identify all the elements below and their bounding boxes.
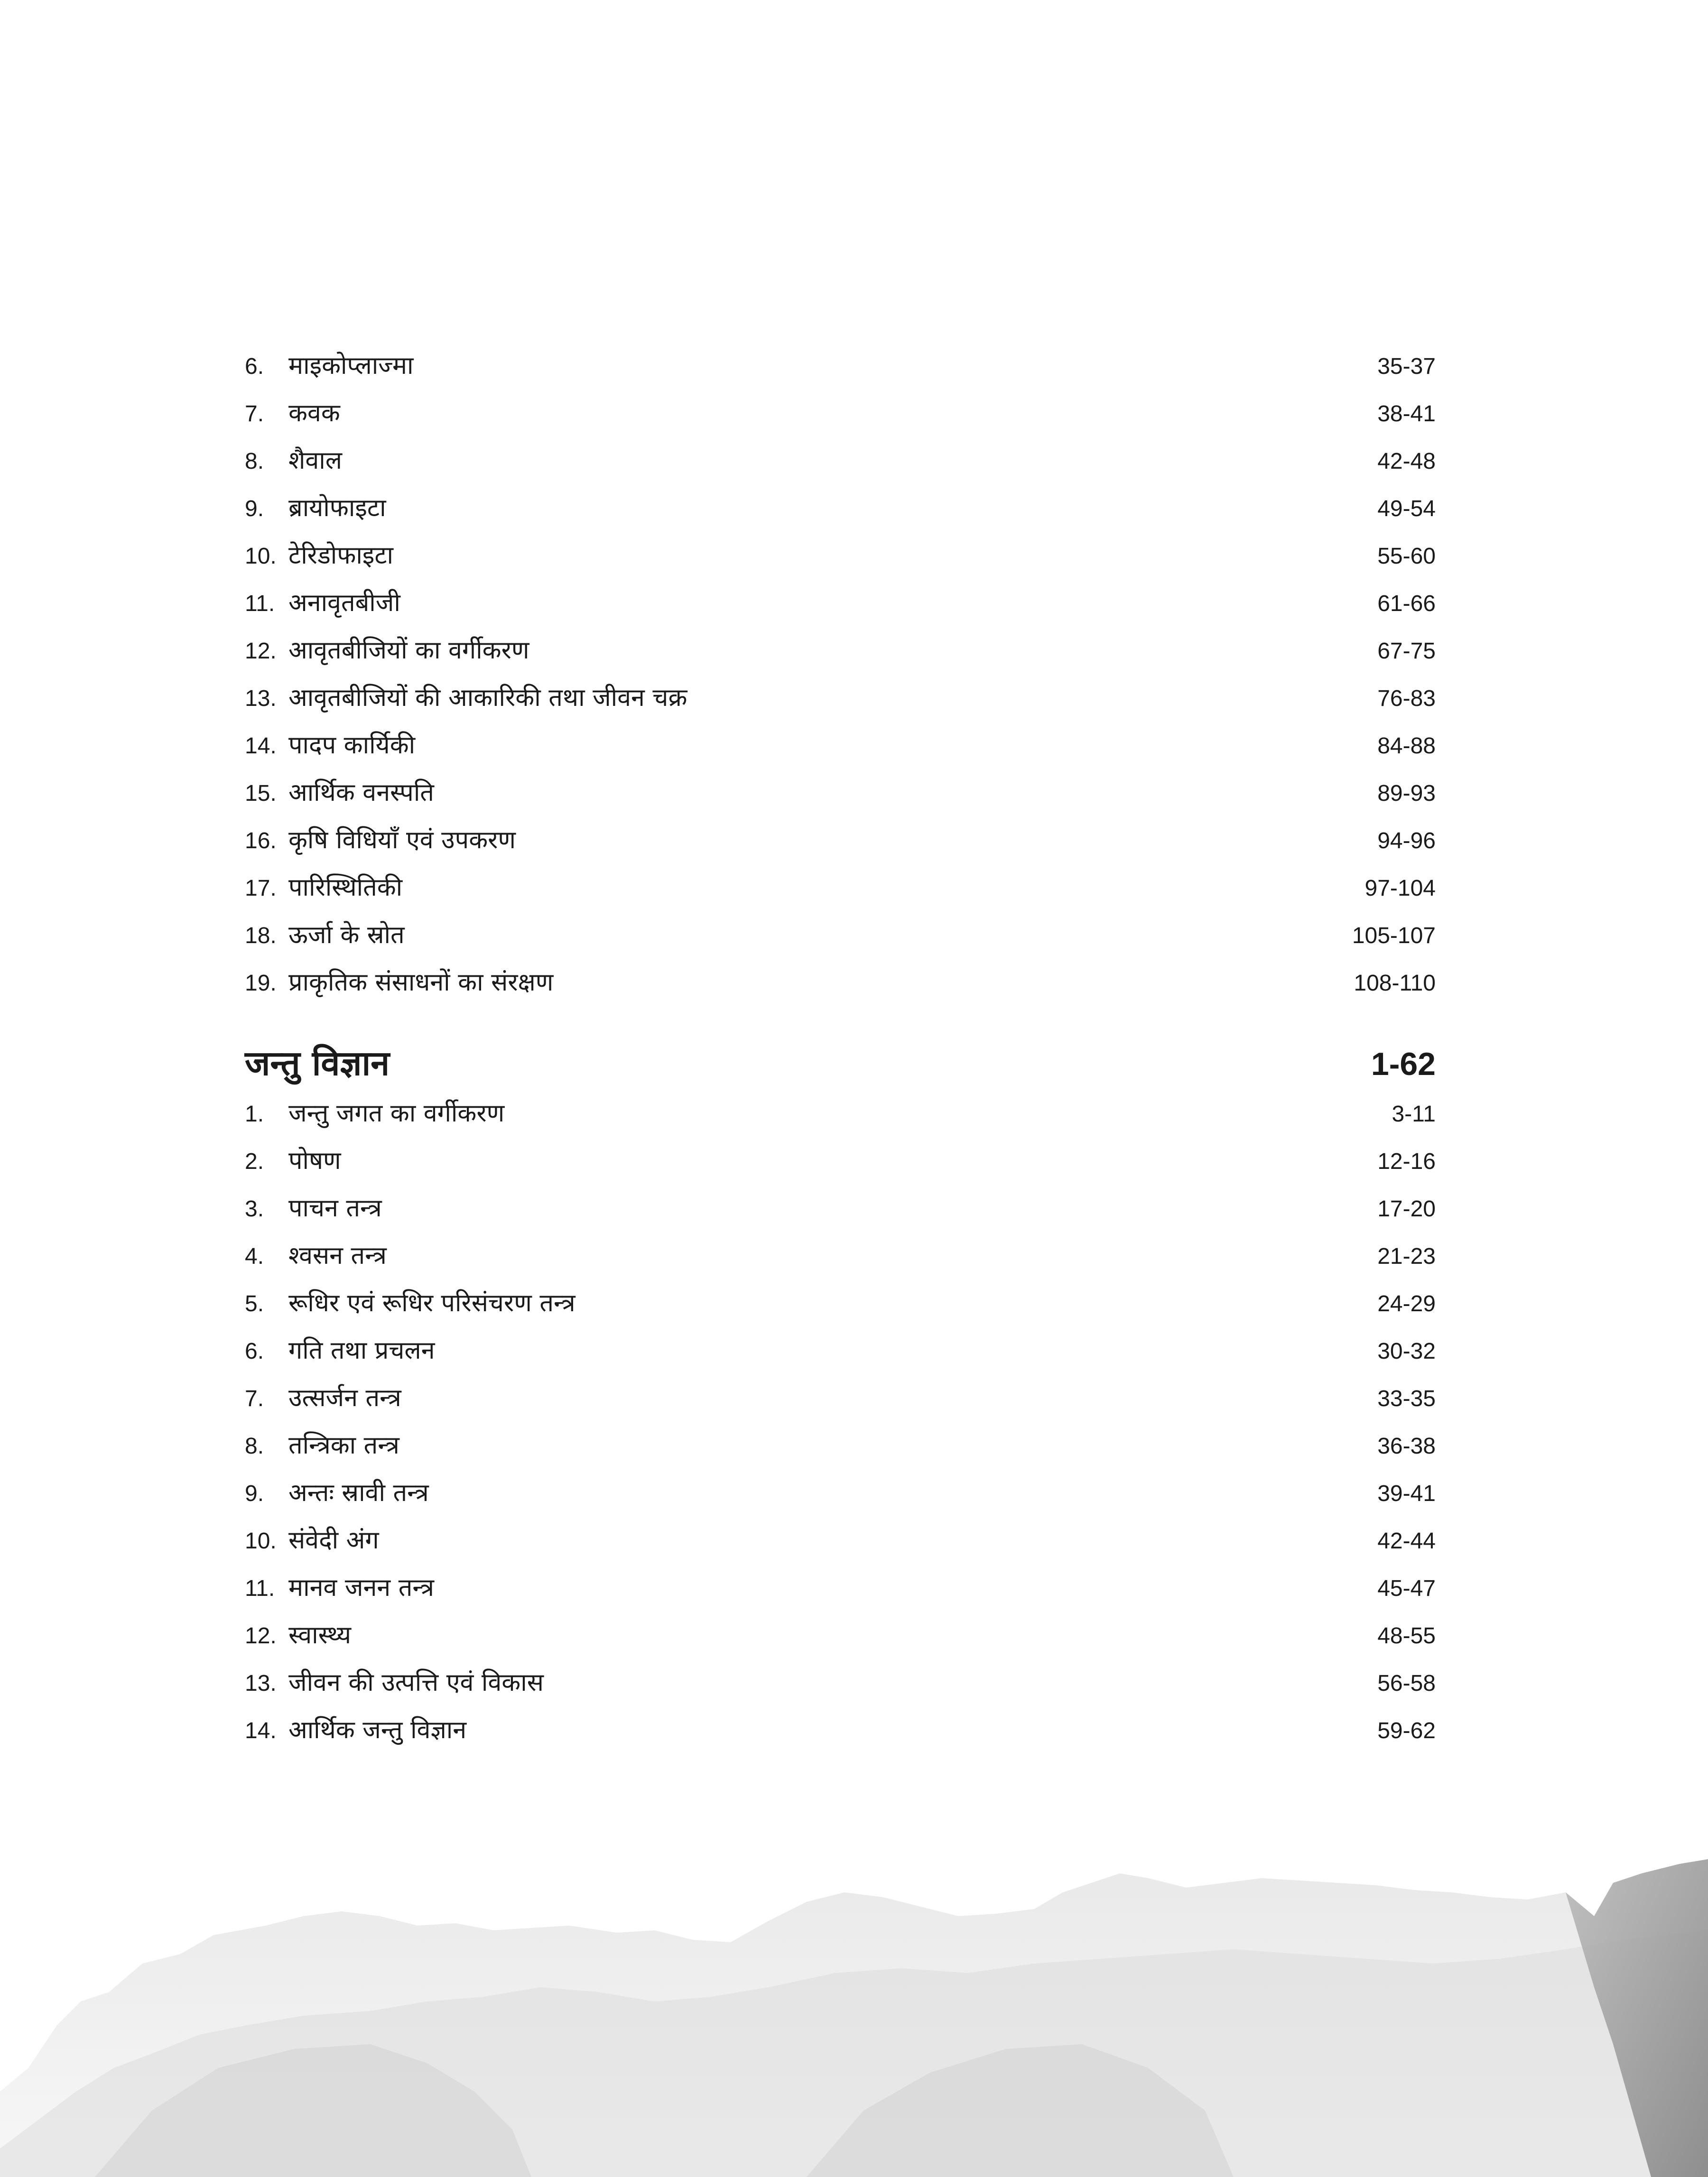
- chapter-page-range: 59-62: [1377, 1718, 1436, 1743]
- zoology-chapter-list: [245, 1090, 1436, 1754]
- toc-entry: [245, 1612, 1436, 1659]
- section-title: जन्तु विज्ञान: [245, 1043, 390, 1083]
- chapter-number: 2.: [245, 1149, 264, 1174]
- chapter-title: कृषि विधियाँ एवं उपकरण: [288, 826, 516, 854]
- table-of-contents: [245, 342, 1436, 1754]
- chapter-page-range: 42-44: [1377, 1529, 1436, 1554]
- chapter-title: आवृतबीजियों की आकारिकी तथा जीवन चक्र: [288, 684, 687, 712]
- chapter-title: कवक: [288, 399, 340, 427]
- chapter-title: पोषण: [288, 1147, 341, 1175]
- toc-entry: [245, 389, 1436, 437]
- chapter-title: अनावृतबीजी: [288, 589, 400, 617]
- chapter-page-range: 33-35: [1377, 1386, 1436, 1411]
- chapter-title: शैवाल: [288, 446, 342, 475]
- toc-entry: [245, 959, 1436, 1006]
- mountain-background-image: [0, 1845, 1708, 2177]
- chapter-page-range: 17-20: [1377, 1196, 1436, 1222]
- chapter-number: 4.: [245, 1244, 264, 1269]
- chapter-title: पादप कार्यिकी: [288, 731, 416, 760]
- chapter-number: 8.: [245, 449, 264, 474]
- chapter-page-range: 89-93: [1377, 781, 1436, 806]
- chapter-title: संवेदी अंग: [288, 1526, 379, 1555]
- chapter-page-range: 94-96: [1377, 828, 1436, 853]
- chapter-number: 11.: [245, 1576, 275, 1601]
- toc-entry: [245, 674, 1436, 722]
- chapter-number: 10.: [245, 1529, 277, 1554]
- toc-entry: [245, 1564, 1436, 1612]
- chapter-page-range: 3-11: [1392, 1102, 1436, 1127]
- chapter-number: 13.: [245, 1671, 277, 1696]
- toc-entry: [245, 342, 1436, 389]
- chapter-page-range: 30-32: [1377, 1339, 1436, 1364]
- toc-entry: [245, 1422, 1436, 1469]
- chapter-title: मानव जनन तन्त्र: [288, 1574, 434, 1602]
- chapter-title: जीवन की उत्पत्ति एवं विकास: [288, 1668, 544, 1697]
- chapter-title: आवृतबीजियों का वर्गीकरण: [288, 636, 529, 665]
- toc-entry: [245, 1327, 1436, 1374]
- chapter-number: 16.: [245, 828, 277, 853]
- chapter-title: पाचन तन्त्र: [288, 1194, 382, 1223]
- toc-entry: [245, 579, 1436, 627]
- chapter-page-range: 42-48: [1377, 449, 1436, 474]
- toc-entry: [245, 722, 1436, 769]
- chapter-page-range: 24-29: [1377, 1291, 1436, 1316]
- chapter-title: प्राकृतिक संसाधनों का संरक्षण: [288, 968, 554, 997]
- chapter-page-range: 84-88: [1377, 733, 1436, 759]
- toc-entry: [245, 1185, 1436, 1232]
- chapter-page-range: 12-16: [1377, 1149, 1436, 1174]
- toc-entry: [245, 1659, 1436, 1706]
- chapter-number: 19.: [245, 971, 277, 996]
- chapter-number: 8.: [245, 1434, 264, 1459]
- toc-entry: [245, 1517, 1436, 1564]
- chapter-number: 7.: [245, 1386, 264, 1411]
- chapter-page-range: 105-107: [1352, 923, 1436, 948]
- chapter-title: तन्त्रिका तन्त्र: [288, 1431, 399, 1460]
- toc-entry: [245, 484, 1436, 532]
- toc-entry: [245, 437, 1436, 484]
- chapter-page-range: 35-37: [1377, 354, 1436, 379]
- chapter-number: 12.: [245, 1623, 277, 1649]
- chapter-number: 15.: [245, 781, 277, 806]
- toc-entry: [245, 1232, 1436, 1279]
- chapter-page-range: 38-41: [1377, 401, 1436, 426]
- chapter-page-range: 39-41: [1377, 1481, 1436, 1506]
- chapter-number: 7.: [245, 401, 264, 426]
- chapter-page-range: 61-66: [1377, 591, 1436, 616]
- chapter-number: 14.: [245, 1718, 277, 1743]
- chapter-page-range: 45-47: [1377, 1576, 1436, 1601]
- section-page-range: 1-62: [1371, 1046, 1436, 1082]
- chapter-number: 18.: [245, 923, 277, 948]
- toc-entry: [245, 1374, 1436, 1422]
- chapter-page-range: 97-104: [1365, 876, 1436, 901]
- chapter-number: 3.: [245, 1196, 264, 1222]
- chapter-title: जन्तु जगत का वर्गीकरण: [288, 1099, 505, 1128]
- chapter-title: माइकोप्लाज्मा: [288, 352, 414, 380]
- toc-entry: [245, 816, 1436, 864]
- chapter-number: 14.: [245, 733, 277, 759]
- chapter-title: आर्थिक जन्तु विज्ञान: [288, 1716, 467, 1744]
- chapter-page-range: 48-55: [1377, 1623, 1436, 1649]
- toc-entry: [245, 911, 1436, 959]
- chapter-number: 11.: [245, 591, 275, 616]
- chapter-number: 6.: [245, 1339, 264, 1364]
- chapter-title: श्वसन तन्त्र: [288, 1241, 387, 1270]
- chapter-title: स्वास्थ्य: [288, 1621, 352, 1649]
- chapter-page-range: 55-60: [1377, 544, 1436, 569]
- chapter-title: टेरिडोफाइटा: [288, 541, 394, 570]
- chapter-number: 12.: [245, 639, 277, 664]
- chapter-page-range: 49-54: [1377, 496, 1436, 521]
- botany-chapter-list: [245, 342, 1436, 1006]
- toc-entry: [245, 1469, 1436, 1517]
- chapter-title: गति तथा प्रचलन: [288, 1336, 435, 1365]
- toc-entry: [245, 864, 1436, 911]
- chapter-number: 10.: [245, 544, 277, 569]
- toc-entry: [245, 1279, 1436, 1327]
- chapter-number: 9.: [245, 1481, 264, 1506]
- chapter-title: पारिस्थितिकी: [288, 873, 403, 902]
- zoology-section-heading: [245, 1037, 1436, 1090]
- chapter-title: आर्थिक वनस्पति: [288, 778, 434, 807]
- chapter-page-range: 76-83: [1377, 686, 1436, 711]
- toc-entry: [245, 1090, 1436, 1137]
- chapter-number: 9.: [245, 496, 264, 521]
- chapter-page-range: 36-38: [1377, 1434, 1436, 1459]
- chapter-page-range: 21-23: [1377, 1244, 1436, 1269]
- toc-entry: [245, 1137, 1436, 1185]
- chapter-number: 13.: [245, 686, 277, 711]
- toc-entry: [245, 627, 1436, 674]
- toc-entry: [245, 1706, 1436, 1754]
- chapter-page-range: 56-58: [1377, 1671, 1436, 1696]
- chapter-page-range: 108-110: [1354, 971, 1436, 996]
- chapter-number: 5.: [245, 1291, 264, 1316]
- toc-entry: [245, 769, 1436, 816]
- chapter-number: 6.: [245, 354, 264, 379]
- chapter-title: ऊर्जा के स्रोत: [288, 921, 405, 949]
- chapter-page-range: 67-75: [1377, 639, 1436, 664]
- chapter-number: 1.: [245, 1102, 264, 1127]
- chapter-title: ब्रायोफाइटा: [288, 494, 386, 522]
- chapter-number: 17.: [245, 876, 277, 901]
- toc-entry: [245, 532, 1436, 579]
- chapter-title: अन्तः स्रावी तन्त्र: [288, 1479, 429, 1507]
- chapter-title: उत्सर्जन तन्त्र: [288, 1384, 401, 1412]
- chapter-title: रूधिर एवं रूधिर परिसंचरण तन्त्र: [288, 1289, 576, 1317]
